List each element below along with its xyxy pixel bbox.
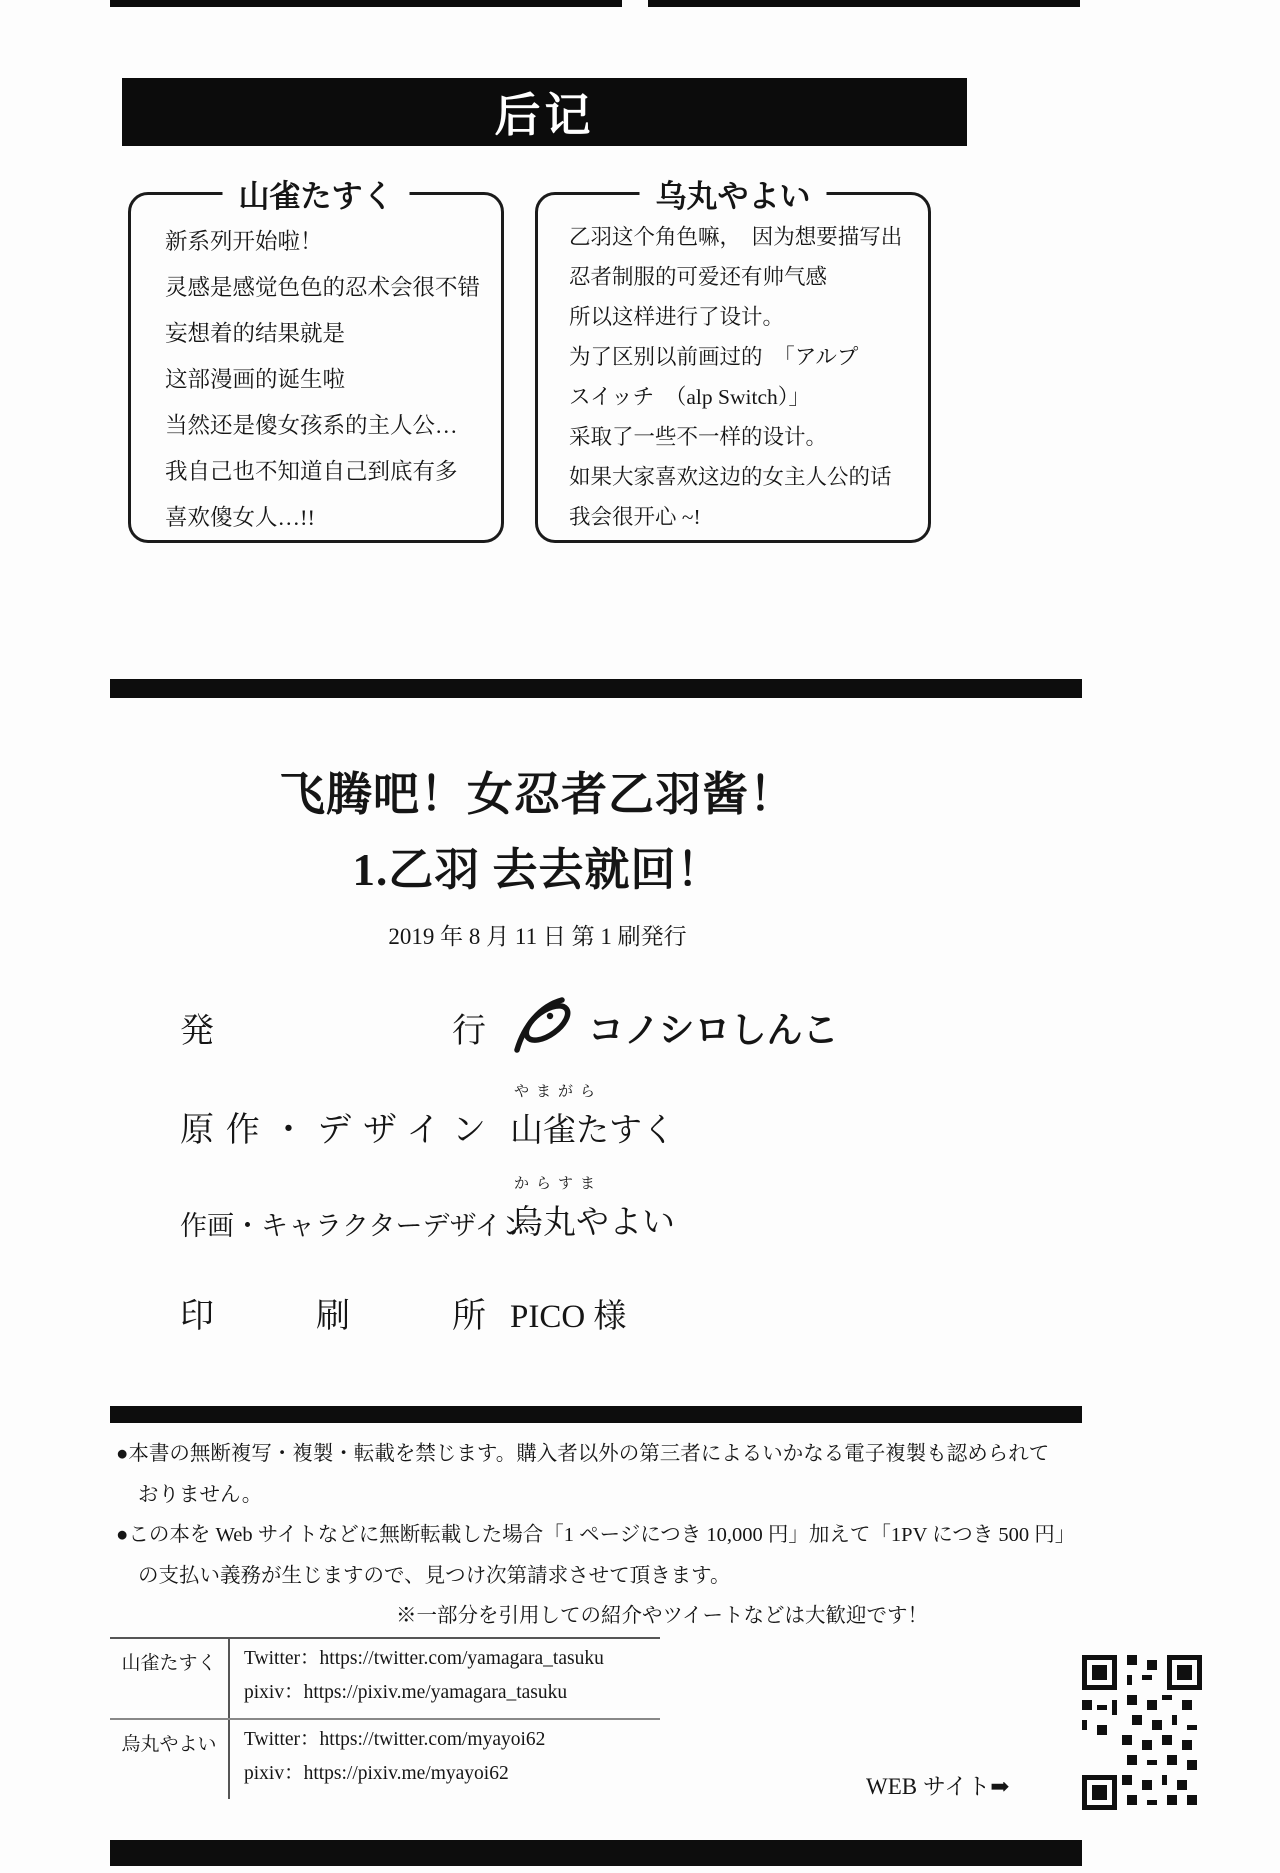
- copyright-line: ●この本を Web サイトなどに無断転載した場合「1 ページにつき 10,000 円」加えて「1PV につき 500 円」: [116, 1524, 1076, 1546]
- comment-line: 妄想着的结果就是: [165, 321, 346, 346]
- konoshiro-fish-logo-icon: [510, 996, 578, 1059]
- copyright-line: の支払い義務が生じますので、見つけ次第請求させて頂きます。: [138, 1564, 731, 1587]
- pixiv-link: pixiv：https://pixiv.me/yamagara_tasuku: [244, 1682, 568, 1703]
- credit-label-printer: 印刷所: [180, 1298, 486, 1335]
- author-box-yamagara: [128, 179, 504, 543]
- furigana-yamagara: やまがら: [514, 1084, 603, 1100]
- credit-row-publisher: [180, 996, 839, 1059]
- contact-row-yamagara: [110, 1639, 660, 1720]
- publisher-logo-text: コノシロしんこ: [588, 1009, 839, 1050]
- comment-line: 忍者制服的可爱还有帅气感: [569, 265, 828, 289]
- comment-line: 当然还是傻女孩系的主人公…: [165, 413, 458, 438]
- contact-table: [110, 1637, 660, 1799]
- credit-row-art-chardesign: [180, 1172, 675, 1243]
- author-comment-karasuma: [538, 195, 928, 537]
- print-date: 2019 年 8 月 11 日 第 1 刷発行: [388, 924, 687, 949]
- book-title: 飞腾吧！女忍者乙羽酱！: [279, 769, 796, 820]
- author-comment-yamagara: [131, 195, 501, 541]
- section-divider-bar: [110, 679, 1082, 698]
- web-site-label: WEB サイト➡: [866, 1774, 1010, 1799]
- comment-line: 乙羽这个角色嘛， 因为想要描写出: [569, 225, 903, 249]
- comment-line: スイッチ （alp Switch）」: [569, 385, 811, 409]
- comment-line: 如果大家喜欢这边的女主人公的话: [569, 465, 892, 489]
- author-name-yamagara: 山雀たすく: [223, 171, 410, 216]
- credit-row-original-design: [180, 1080, 675, 1151]
- comment-line: 喜欢傻女人…!!: [165, 505, 315, 530]
- comment-line: 采取了一些不一样的设计。: [569, 425, 828, 449]
- contact-row-karasuma: [110, 1720, 660, 1799]
- copyright-notices: [116, 1434, 1076, 1637]
- author-box-karasuma: [535, 179, 931, 543]
- qr-code: [1082, 1655, 1202, 1815]
- comment-line: 这部漫画的诞生啦: [165, 367, 346, 392]
- author-name-karasuma: 乌丸やよい: [640, 171, 827, 216]
- section-divider-bar-2: [110, 1406, 1082, 1423]
- pixiv-link: pixiv：https://pixiv.me/myayoi62: [244, 1763, 509, 1784]
- book-subtitle: 1.乙羽 去去就回！: [352, 845, 723, 895]
- comment-line: 灵感是感觉色色的忍术会很不错: [165, 275, 481, 300]
- twitter-link: Twitter：https://twitter.com/yamagara_tasuku: [244, 1648, 604, 1669]
- contact-name: 烏丸やよい: [110, 1720, 230, 1799]
- furigana-karasuma: からすま: [514, 1176, 603, 1192]
- comment-line: 新系列开始啦！: [165, 229, 323, 254]
- comment-line: 我会很开心 ~!: [569, 505, 701, 529]
- publisher-logo: [510, 996, 839, 1059]
- page-title: 后记: [494, 89, 595, 141]
- quote-welcome-note: ※一部分を引用しての紹介やツイートなどは大歓迎です！: [396, 1605, 928, 1627]
- credit-name-printer: PICO 様: [510, 1299, 627, 1335]
- copyright-line: ●本書の無断複写・複製・転載を禁じます。購入者以外の第三者によるいかなる電子複製も認められて: [116, 1443, 1050, 1465]
- comment-line: 为了区别以前画过的 「アルプ: [569, 345, 859, 369]
- credit-name-yamagara: 山雀たすく: [510, 1113, 675, 1149]
- page-top-edge-right: [648, 0, 1080, 7]
- credit-label-publisher: 発行: [180, 1013, 486, 1050]
- afterword-header-bar: [122, 78, 967, 146]
- credit-label-original-design: 原作・デザイン: [180, 1112, 486, 1149]
- comment-line: 所以这样进行了设计。: [569, 305, 785, 329]
- comment-line: 我自己也不知道自己到底有多: [165, 459, 458, 484]
- page-top-edge-left: [110, 0, 622, 7]
- credit-name-karasuma: 烏丸やよい: [510, 1205, 675, 1241]
- copyright-line: おりません。: [138, 1483, 263, 1506]
- credit-row-printer: [180, 1288, 626, 1337]
- credit-label-art-chardesign: 作画・キャラクターデザイン: [180, 1211, 529, 1241]
- title-block: [0, 758, 1075, 898]
- contact-name: 山雀たすく: [110, 1639, 230, 1718]
- twitter-link: Twitter：https://twitter.com/myayoi62: [244, 1729, 546, 1750]
- page-bottom-bar: [110, 1840, 1082, 1866]
